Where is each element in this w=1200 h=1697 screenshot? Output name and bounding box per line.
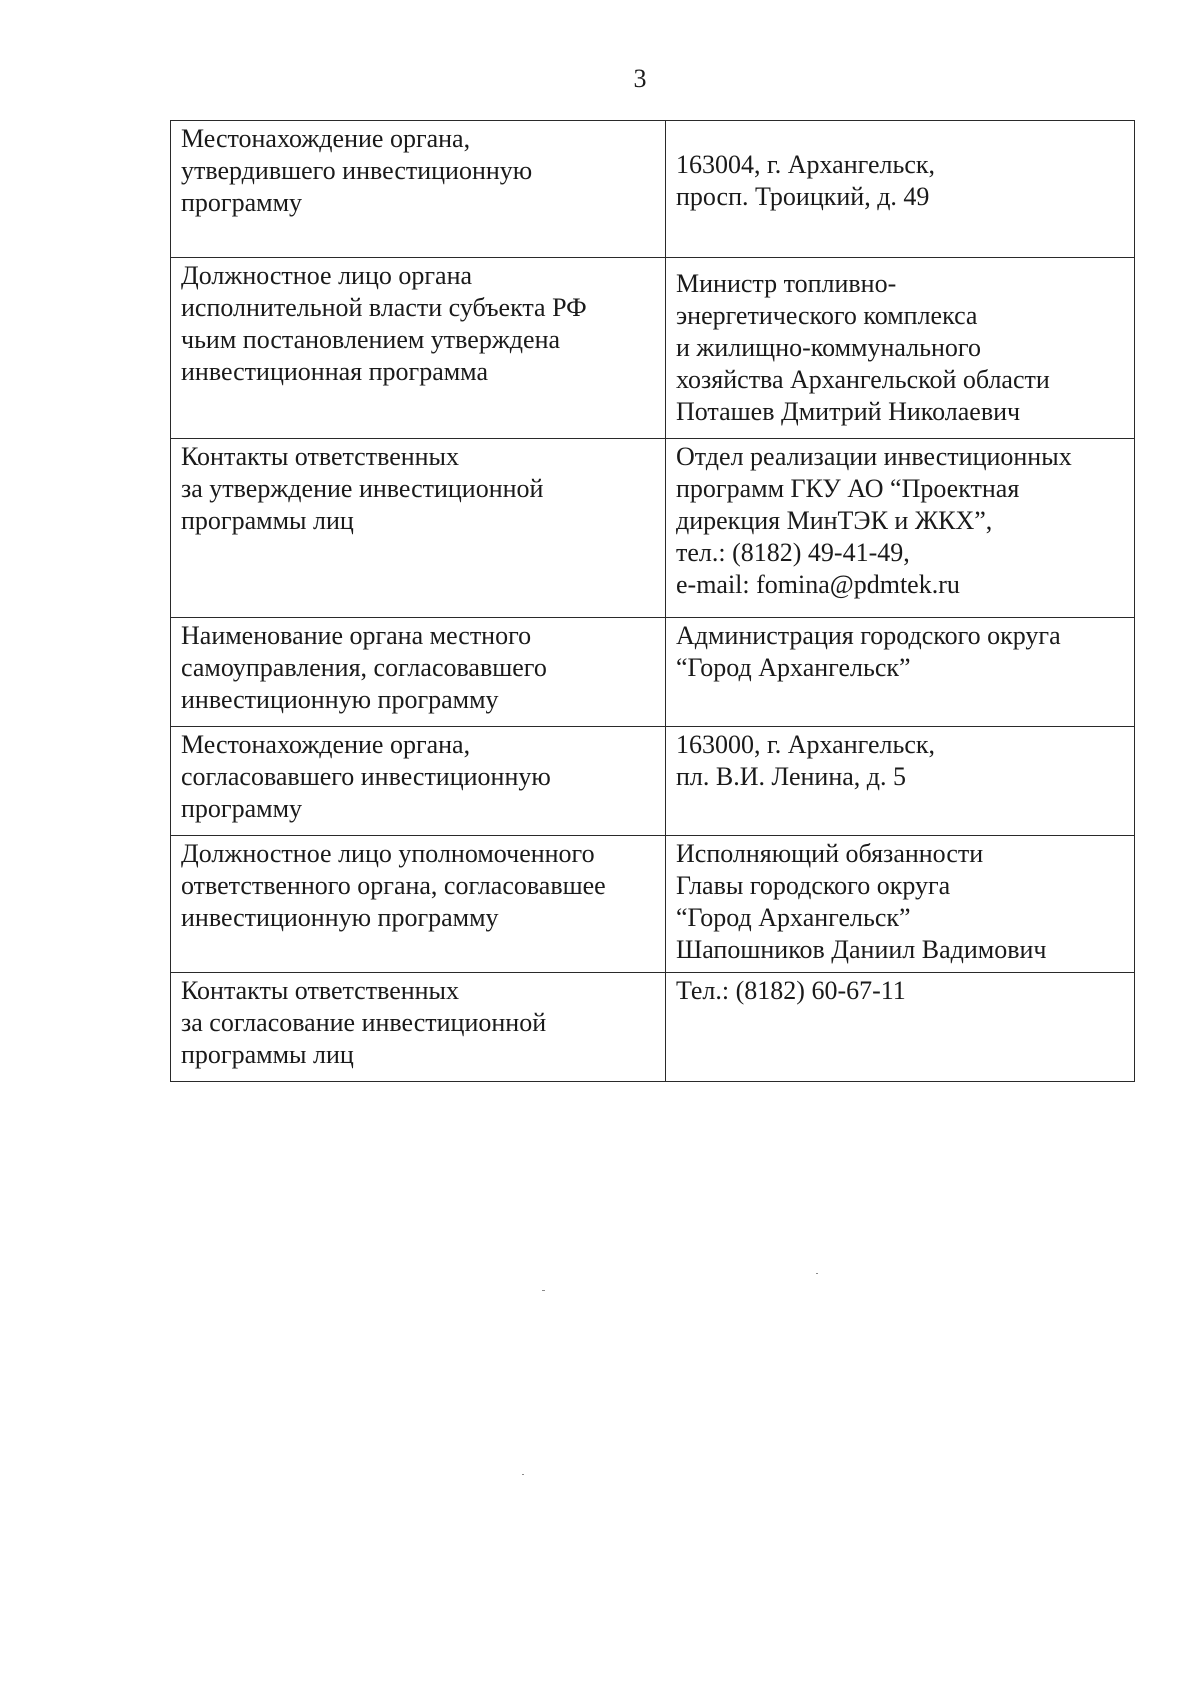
row-label: Наименование органа местного самоуправления, согласовавшего инвестиционную программу xyxy=(171,618,666,727)
scan-speck xyxy=(522,1474,524,1475)
row-label: Местонахождение органа, утвердившего инвестиционную программу xyxy=(171,121,666,258)
row-value: 163004, г. Архангельск, просп. Троицкий, д. 49 xyxy=(666,121,1135,258)
table-row xyxy=(171,618,1135,727)
table-row xyxy=(171,836,1135,973)
row-label: Должностное лицо органа исполнительной власти субъекта РФ чьим постановлением утверждена инвестиционная программа xyxy=(171,258,666,439)
row-value: Исполняющий обязанности Главы городского округа “Город Архангельск” Шапошников Даниил Вадимович xyxy=(666,836,1135,973)
row-value: Администрация городского округа “Город Архангельск” xyxy=(666,618,1135,727)
row-value: Тел.: (8182) 60-67-11 xyxy=(666,973,1135,1082)
table-row xyxy=(171,727,1135,836)
table-row xyxy=(171,439,1135,618)
info-table xyxy=(170,120,1135,1082)
row-value: Министр топливно- энергетического комплекса и жилищно-коммунального хозяйства Архангельской области Поташев Дмитрий Николаевич xyxy=(666,258,1135,439)
row-label: Местонахождение органа, согласовавшего инвестиционную программу xyxy=(171,727,666,836)
scan-speck xyxy=(542,1290,545,1291)
row-label: Контакты ответственных за согласование инвестиционной программы лиц xyxy=(171,973,666,1082)
scan-speck xyxy=(816,1273,818,1274)
table-row xyxy=(171,258,1135,439)
row-label: Должностное лицо уполномоченного ответственного органа, согласовавшее инвестиционную программу xyxy=(171,836,666,973)
row-label: Контакты ответственных за утверждение инвестиционной программы лиц xyxy=(171,439,666,618)
page-number: 3 xyxy=(633,64,647,93)
row-value: 163000, г. Архангельск, пл. В.И. Ленина, д. 5 xyxy=(666,727,1135,836)
table-row xyxy=(171,973,1135,1082)
row-value: Отдел реализации инвестиционных программ ГКУ АО “Проектная дирекция МинТЭК и ЖКХ”, тел.: (8182) 49-41-49, e-mail: fomina@pdmtek.ru xyxy=(666,439,1135,618)
table-row xyxy=(171,121,1135,258)
